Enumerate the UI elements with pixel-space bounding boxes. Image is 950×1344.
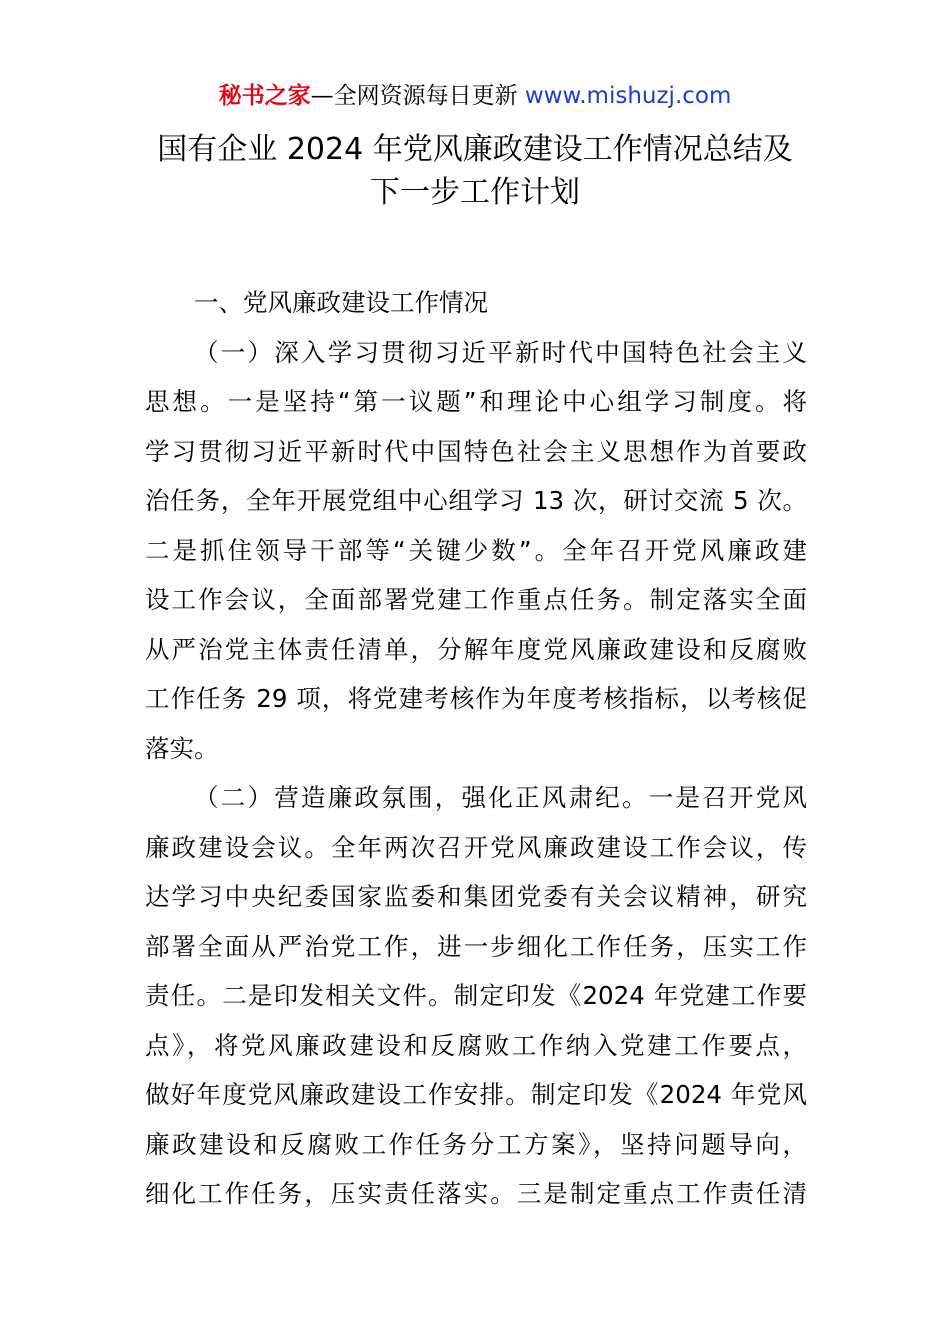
paragraph-2-line: 细化工作任务，压实责任落实。三是制定重点工作责任清: [145, 1179, 807, 1208]
paragraph-1-line: 落实。: [145, 733, 219, 763]
paragraph-2-line: 点》，将党风廉政建设和反腐败工作纳入党建工作要点，: [145, 1030, 807, 1060]
paragraph-1-line: 工作任务 29 项，将党建考核作为年度考核指标，以考核促: [145, 684, 807, 713]
section-heading: 一、党风廉政建设工作情况: [194, 288, 488, 317]
paragraph-1-line: 治任务，全年开展党组中心组学习 13 次，研讨交流 5 次。: [145, 486, 807, 515]
title-line-1: 国有企业 2024 年党风廉政建设工作情况总结及: [157, 132, 793, 167]
paragraph-1-line: （一）深入学习贯彻习近平新时代中国特色社会主义: [194, 337, 807, 367]
paragraph-2-line: 达学习中央纪委国家监委和集团党委有关会议精神，研究: [145, 882, 807, 911]
document-body: [145, 278, 807, 1219]
paragraph-2-line: 廉政建设会议。全年两次召开党风廉政建设工作会议，传: [145, 832, 807, 862]
title-line-2: 下一步工作计划: [370, 175, 580, 210]
paragraph-2-line: 做好年度党风廉政建设工作安排。制定印发《2024 年党风: [145, 1080, 807, 1109]
paragraph-1-line: 二是抓住领导干部等“关键少数”。全年召开党风廉政建: [145, 535, 807, 565]
site-url-link[interactable]: www.mishuzj.com: [524, 83, 732, 109]
paragraph-2-line: 部署全面从严治党工作，进一步细化工作任务，压实工作: [145, 931, 807, 961]
paragraph-2-line: 廉政建设和反腐败工作任务分工方案》，坚持问题导向，: [145, 1129, 807, 1159]
paragraph-2-line: 责任。二是印发相关文件。制定印发《2024 年党建工作要: [145, 981, 807, 1010]
header-tagline: —全网资源每日更新: [310, 83, 525, 109]
paragraph-2-line: （二）营造廉政氛围，强化正风肃纪。一是召开党风: [194, 783, 807, 812]
brand-name: 秘书之家: [218, 83, 311, 109]
paragraph-1-line: 设工作会议，全面部署党建工作重点任务。制定落实全面: [145, 585, 807, 614]
paragraph-1-line: 学习贯彻习近平新时代中国特色社会主义思想作为首要政: [145, 436, 807, 466]
document-title: [0, 128, 950, 214]
site-header: [0, 80, 950, 112]
paragraph-1-line: 从严治党主体责任清单，分解年度党风廉政建设和反腐败: [145, 634, 807, 664]
paragraph-1-line: 思想。一是坚持“第一议题”和理论中心组学习制度。将: [145, 387, 807, 416]
